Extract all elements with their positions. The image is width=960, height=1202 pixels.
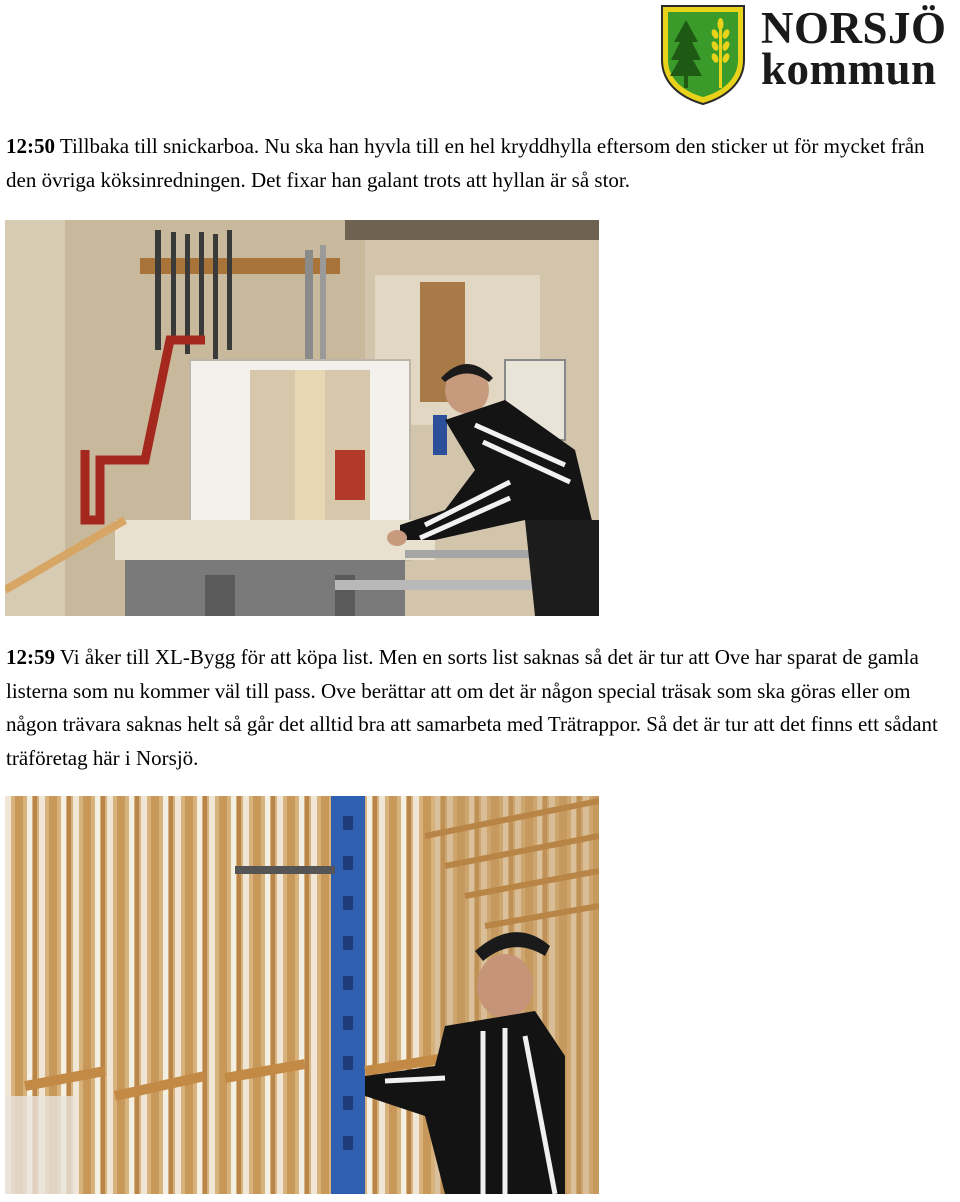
timestamp: 12:59 bbox=[6, 645, 55, 669]
paragraph-1259 bbox=[6, 641, 954, 775]
coat-of-arms-icon bbox=[658, 2, 748, 106]
paragraph-1250 bbox=[6, 130, 954, 197]
workshop-photo bbox=[5, 220, 599, 616]
paragraph-text: Tillbaka till snickarboa. Nu ska han hyvla till en hel kryddhylla eftersom den sticker ut för mycket från den övriga köksinredningen. Det fixar han galant trots att hyllan är så stor. bbox=[6, 134, 925, 192]
logo-title: NORSJÖ bbox=[761, 3, 947, 53]
paragraph-text: Vi åker till XL-Bygg för att köpa list. Men en sorts list saknas så det är tur att Ove har sparat de gamla listerna som nu kommer väl till pass. Ove berättar att om det är någon special träsak som ska göras eller om någon trävara saknas helt så går det alltid bra att samarbeta med Trätrappor. Så det är tur att det finns ett sådant träföretag här i Norsjö. bbox=[6, 645, 938, 770]
lumber-store-photo bbox=[5, 796, 599, 1194]
logo-subtitle: kommun bbox=[761, 44, 937, 94]
timestamp: 12:50 bbox=[6, 134, 55, 158]
norsjo-kommun-logo bbox=[658, 2, 958, 106]
